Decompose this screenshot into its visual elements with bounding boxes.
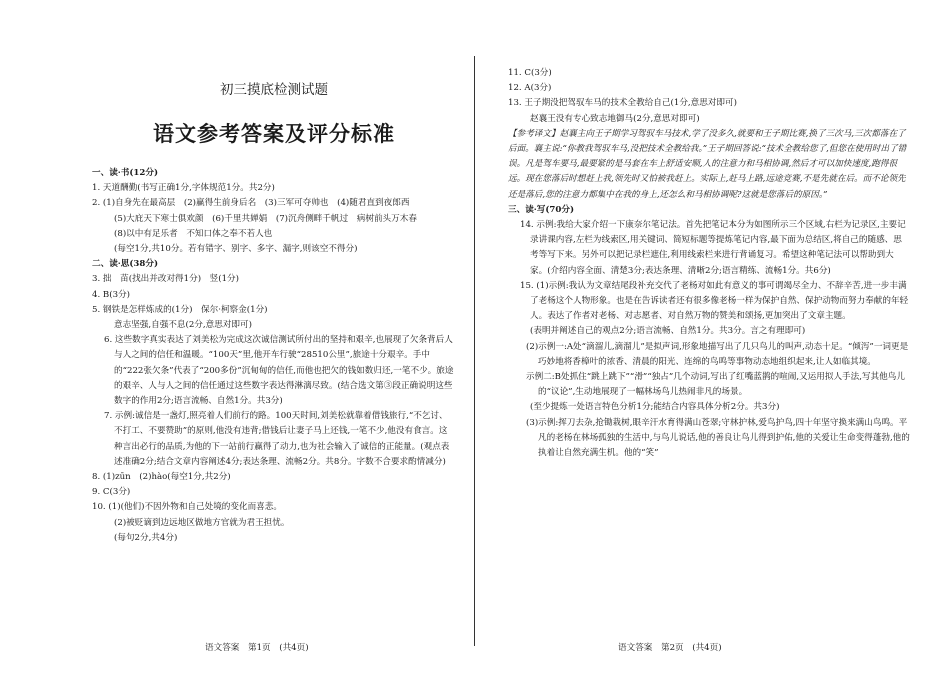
- answer-line: 意志坚强,自强不息(2分,意思对即可): [114, 320, 252, 331]
- answer-line: (每句2分,共4分): [114, 532, 178, 543]
- right-answer-body: [508, 66, 910, 461]
- left-page-footer: 语文答案 第1页 (共4页): [205, 643, 309, 653]
- answer-line: 15. (1)示例:我认为文章结尾段补充交代了老杨对如此有意义的事可谓竭尽全力、不辞辛苦,进一步丰满了老杨这个人物形象。也是在告诉读者还有很多像老杨一样为保护自然、保护动物而努力奉献的年轻人。表达了作者对老杨、对志愿者、对自然万物的赞美和颂扬,更加突出了文章主题。: [520, 280, 909, 322]
- main-title: 语文参考答案及评分标准: [153, 121, 395, 146]
- left-page: [0, 0, 474, 673]
- answer-line: 12. A(3分): [508, 83, 552, 94]
- answer-line: 6. 这些数字真实表达了刘美松为完成这次诚信测试所付出的坚持和艰辛,也展现了欠条背后人与人之间的信任和温暖。“100天”里,他开车行驶“28510公里”,旅途十分艰辛。手中的“222张欠条”代表了“200多份”沉甸甸的信任,而他也把欠的钱如数归还,一笔不少。旅途的艰辛、人与人之间的信任通过这些数字表达得淋漓尽致。(结合选文第③段正确说明这些数字的作用2分;语言流畅、自然1分。共3分): [104, 335, 454, 407]
- answer-line: (5)大庇天下寒士俱欢颜 (6)千里共婵娟 (7)沉舟侧畔千帆过 病树前头万木春: [114, 213, 417, 224]
- answer-line: 7. 示例:诚信是一盏灯,照亮着人们前行的路。100天时间,刘美松就靠着借钱旅行,“不乞讨、不打工、不要赞助”的原则,他没有违背;借钱后让妻子马上还钱,一笔不少,他没有食言。这种言出必行的品质,为他的下一站前行赢得了动力,也为社会输入了诚信的正能量。(观点表述准确2分;结合文章内容阐述4分;表达条理、流畅2分。共8分。字数不合要求酌情减分): [104, 411, 450, 467]
- answer-line: 赵襄王没有专心致志地御马(2分,意思对即可): [530, 113, 700, 124]
- left-answer-body: [92, 166, 456, 546]
- page-divider: [474, 56, 475, 646]
- answer-line: 4. B(3分): [92, 289, 131, 300]
- answer-line: 5. 钢铁是怎样炼成的(1分) 保尔·柯察金(1分): [92, 304, 268, 315]
- section-heading: 一、读·书(12分): [92, 168, 159, 178]
- answer-line: 3. 拙 苗(找出并改对得1分) 竖(1分): [92, 274, 239, 285]
- answer-line: 【参考译文】赵襄主向王子期学习驾驭车马技术,学了没多久,就要和王子期比赛,换了三次马,三次都落在了后面。襄主说:“你教我驾驭车马,没把技术全教给我。”王子期回答说:“技术全教给您了,但您在使用时出了错误。凡是驾车要马,最要紧的是马套在车上舒适安顺,人的注意力和马相协调,然后才可以加快速度,跑得很远。现在您落后时想赶上我,领先时又怕被我赶上。实际上,赶马上路,远途竞赛,不是先就在后。而不论领先还是落后,您的注意力都集中在我的身上,还怎么和马相协调呢?这就是您落后的原因。”: [508, 128, 907, 200]
- answer-line: 13. 王子期没把驾驭车马的技术全教给自己(1分,意思对即可): [508, 98, 737, 109]
- answer-line: 示例二:B处抓住“跳上跳下”“滑”“独占”几个动词,写出了红嘴蓝鹊的喧闹,又运用拟人手法,写其他鸟儿的“议论”,生动地展现了一幅林场鸟儿热闹非凡的场景。: [526, 372, 905, 398]
- answer-line: 8. (1)zūn (2)hào(每空1分,共2分): [92, 472, 231, 483]
- answer-line: 11. C(3分): [508, 68, 552, 78]
- answer-line: (每空1分,共10分。若有错字、别字、多字、漏字,则该空不得分): [114, 244, 358, 255]
- answer-line: 1. 天道酬勤(书写正确1分,字体规范1分。共2分): [92, 183, 275, 194]
- answer-line: (8)以中有足乐者 不知口体之奉不若人也: [114, 228, 273, 239]
- answer-line: 10. (1)(他们)不因外物和自己处境的变化而喜悲。: [92, 502, 282, 513]
- answer-line: (至少提炼一处语言特色分析1分;能结合内容具体分析2分。共3分): [530, 402, 780, 413]
- answer-line: (3)示例:挥刀去杂,抢锄栽树,眼辛汗水育得满山苍翠;守林护林,爱鸟护鸟,四十年坚守换来满山鸟鸣。平凡的老杨在林场孤独的生活中,与鸟儿说话,他的善良让鸟儿得到护佑,他的关爱让生命变得蓬勃,他的执着让自然充满生机。他的“笑”: [526, 417, 910, 459]
- answer-line: (2)示例一:A处“滴溜儿,滴溜儿”是拟声词,形象地描写出了几只鸟儿的叫声,动态十足。“倾泻”一词更是巧妙地将香樟叶的浓香、清晨的阳光、连绵的鸟鸣等事物动态地组织起来,让人如临其境。: [526, 341, 909, 367]
- answer-line: (2)被贬谪到边远地区做地方官就为君王担忧。: [114, 517, 290, 528]
- answer-line: (表明并阐述自己的观点2分;语言流畅、自然1分。共3分。言之有理即可): [530, 326, 806, 337]
- answer-line: 14. 示例:我给大家介绍一下康奈尔笔记法。首先把笔记本分为如图所示三个区域,右栏为记录区,主要记录讲课内容,左栏为线索区,用关键词、简短标题等提炼笔记内容,最下面为总结区,将自己的随感、思考等写下来。另外可以把记录栏遮住,利用线索栏来进行背诵复习。希望这种笔记法可以帮助到大家。(介绍内容全面、清楚3分;表达条理、清晰2分;语言精练、流畅1分。共6分): [520, 220, 906, 276]
- section-heading: 二、读·思(38分): [92, 259, 159, 270]
- document-title: 初三摸底检测试题: [220, 82, 328, 98]
- section-heading: 三、读·写(70分): [508, 204, 575, 215]
- right-page: [478, 0, 950, 673]
- answer-line: 2. (1)自身先在最高层 (2)赢得生前身后名 (3)三军可夺帅也 (4)随君直到夜郎西: [92, 198, 410, 209]
- answer-line: 9. C(3分): [92, 487, 131, 498]
- right-page-footer: 语文答案 第2页 (共4页): [618, 643, 722, 653]
